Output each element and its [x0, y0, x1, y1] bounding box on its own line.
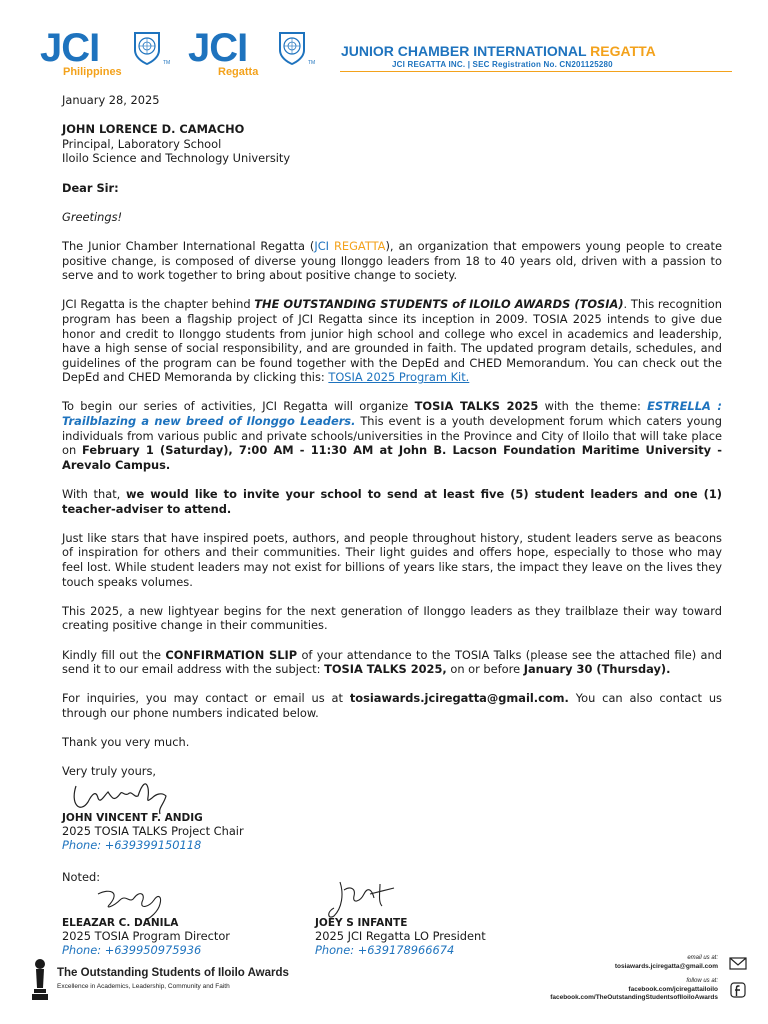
org-title-main: JUNIOR CHAMBER INTERNATIONAL: [341, 43, 587, 59]
letter-date: January 28, 2025: [62, 93, 160, 107]
president-name: JOEY S INFANTE: [315, 917, 408, 929]
director-role: 2025 TOSIA Program Director: [62, 929, 230, 943]
paragraph-tosia: JCI Regatta is the chapter behind THE OUTSTANDING STUDENTS of ILOILO AWARDS (TOSIA). This recognition program has been a flagship project of JCI Regatta since its inception in 2009. TOSIA 2025 intends to give due honor and credit to Ilonggo students from junior high school and college who excel in academics and leadership, have a high sense of social responsibility, and are grounded in faith. The updated program details, schedules, and guidelines of the program can be found together with the DepEd and CHED Memorandum. You can check out the DepEd and CHED Memoranda by clicking this: TOSIA 2025 Program Kit.: [62, 297, 722, 385]
facebook-link-1[interactable]: facebook.com/jciregattailoilo: [628, 985, 718, 993]
president-role: 2025 JCI Regatta LO President: [315, 929, 486, 943]
salutation: Dear Sir:: [62, 180, 119, 195]
paragraph-inquiries: For inquiries, you may contact or email us at tosiawards.jciregatta@gmail.com. You can also contact us through our phone numbers indicated below.: [62, 691, 722, 720]
thank-you: Thank you very much.: [62, 735, 190, 750]
follow-label: follow us at:: [686, 978, 718, 985]
paragraph-stars: Just like stars that have inspired poets, authors, and people throughout history, student leaders serve as beacons of inspiration for others and their communities. Their light guides and offers hope, especially to those who may feel lost. While student leaders may not exist for billions of years like stars, the impact they leave on the lives they touch speaks volumes.: [62, 530, 722, 589]
director-signature-block: [62, 917, 230, 957]
director-name: ELEAZAR C. DANILA: [62, 917, 179, 929]
footer-icons: [729, 955, 747, 999]
noted-label-block: [62, 870, 100, 884]
noted-label: Noted:: [62, 870, 101, 884]
tosia-trophy-icon: [30, 958, 50, 1002]
recipient-org: Iloilo Science and Technology University: [62, 151, 291, 166]
president-phone: Phone: +639178966674: [315, 943, 455, 957]
recipient-title: Principal, Laboratory School: [62, 136, 222, 151]
organization-title: [341, 43, 656, 59]
jci-regatta-seal-icon: [277, 30, 307, 66]
jci-philippines-logo-text: JCI: [40, 26, 100, 70]
chair-name: JOHN VINCENT F. ANDIG: [62, 812, 203, 824]
greeting: Greetings!: [62, 209, 123, 224]
chair-phone: Phone: +639399150118: [62, 838, 202, 852]
facebook-icon: [731, 983, 745, 997]
jci-regatta-label: Regatta: [218, 66, 259, 78]
recipient-name: JOHN LORENCE D. CAMACHO: [62, 122, 245, 137]
paragraph-confirmation: Kindly fill out the CONFIRMATION SLIP of your attendance to the TOSIA Talks (please see the attached file) and send it to our email address with the subject: TOSIA TALKS 2025, on or before January 30 (Thursday).: [62, 647, 722, 677]
footer-title: The Outstanding Students of Iloilo Awards: [57, 967, 289, 979]
paragraph-lightyear: This 2025, a new lightyear begins for the next generation of Ilonggo leaders as they trailblaze their way toward creating positive change in their communities.: [62, 603, 722, 633]
letter-body: [62, 93, 722, 779]
chair-role: 2025 TOSIA TALKS Project Chair: [62, 824, 244, 838]
director-phone: Phone: +639950975936: [62, 943, 202, 957]
paragraph-intro: The Junior Chamber International Regatta (JCI REGATTA), an organization that empowers young people to create positive change, is composed of diverse young Ilonggo leaders from 18 to 40 years old, driven with a passion to serve and to work together to bring about positive change to society.: [62, 238, 723, 283]
footer-email[interactable]: tosiawards.jciregatta@gmail.com: [614, 962, 718, 970]
paragraph-tosia-talks: To begin our series of activities, JCI Regatta will organize TOSIA TALKS 2025 with the theme: ESTRELLA : Trailblazing a new breed of Ilonggo Leaders. This event is a youth development forum which caters young individuals from various public and private schools/universities in the Province and City of Iloilo that will take place on February 1 (Saturday), 7:00 AM - 11:30 AM at John B. Lacson Foundation Maritime University - Arevalo Campus.: [62, 399, 722, 472]
closing: Very truly yours,: [62, 764, 157, 779]
header-divider: [340, 71, 732, 72]
letterhead: [0, 0, 768, 90]
facebook-link-2[interactable]: facebook.com/TheOutstandingStudentsofIloiloAwards: [550, 994, 718, 1002]
trademark-mark-2: TM: [308, 60, 316, 66]
email-label: email us at:: [687, 955, 718, 961]
sec-registration: JCI REGATTA INC. | SEC Registration No. CN201125280: [392, 60, 613, 69]
footer-tagline: Excellence in Academics, Leadership, Community and Faith: [57, 983, 230, 990]
program-kit-link[interactable]: TOSIA 2025 Program Kit.: [328, 370, 470, 385]
footer-contacts: [550, 954, 718, 1003]
chair-signature-block: [62, 812, 244, 852]
president-signature-block: [315, 917, 486, 957]
trademark-mark: TM: [163, 60, 171, 66]
mail-icon: [730, 958, 746, 969]
paragraph-invitation: With that, we would like to invite your school to send at least five (5) student leaders and one (1) teacher-adviser to attend.: [62, 487, 723, 516]
president-signature-image: [320, 876, 410, 922]
org-title-accent: REGATTA: [590, 43, 656, 59]
jci-seal-icon: [132, 30, 162, 66]
jci-philippines-label: Philippines: [63, 66, 122, 78]
jci-regatta-logo-text: JCI: [188, 26, 248, 70]
